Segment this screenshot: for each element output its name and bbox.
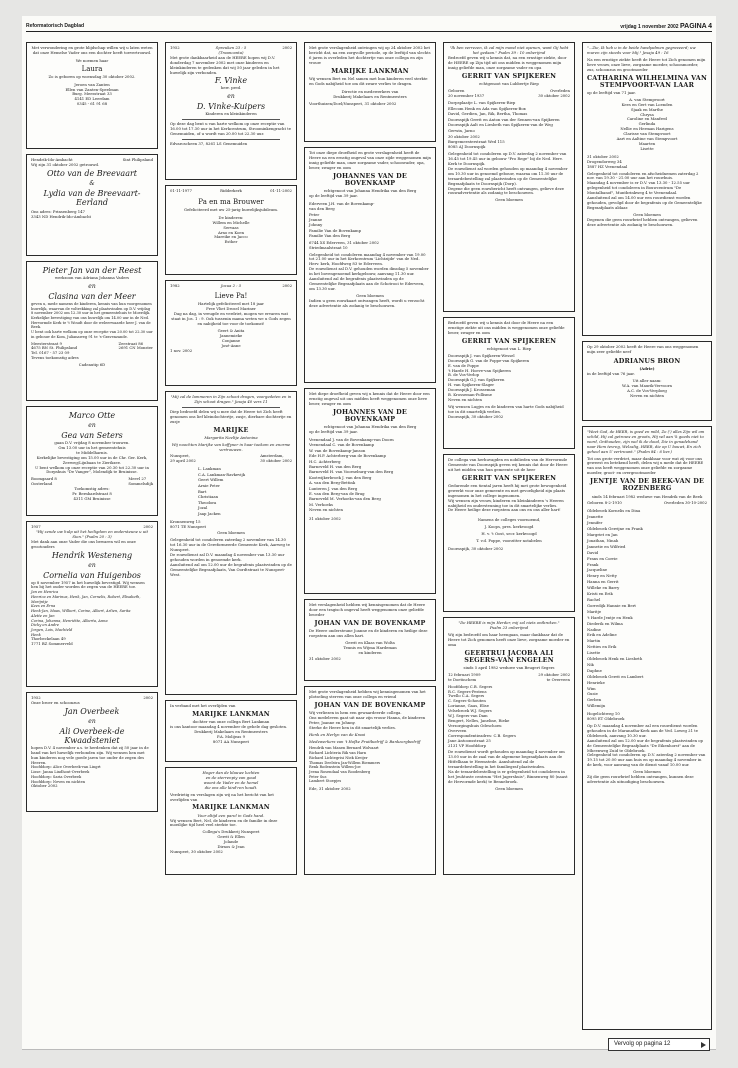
ad-address: 30 oktober 2002 Burgemeesterstraat Wed 115 8085 AJ Doornspijk [448, 134, 505, 150]
ad-names: Hendrik van Manen Bernard Wolvaart Richard Lichteria Rik van Harn Richard Lichtegrisi Niek Kreijer Thomas Deelstra Jan-Willem Riemmers Renk Rodenstein Willem-Joe Jeena Rosendaal van Roodenberg Peter Sus Lambert Stoepjes [309, 746, 381, 784]
ad-name: Hendrik Westeneng [51, 550, 133, 560]
newspaper-page [22, 16, 716, 1050]
ad-date: Doornspijk, 30 oktober 2002 [448, 413, 504, 419]
ad-role: herr. pred. [220, 85, 242, 91]
ad-company: Drukkerij Makelaars en Rentmeesters P.A. Molijeas 9 8071 AA Nunspeet [194, 728, 268, 744]
ad-text: Verdrietig en verslagen zijn wij na het bericht van het overlijden van [170, 791, 274, 802]
ad-name: Clasina van der Meer [48, 291, 136, 301]
ad-name: MARIJKE LANKMAN [331, 66, 409, 75]
ad-family: De kinderen: Willem en Michelle Servaas Arno en Koen Mareike en Jacco Esther [212, 214, 250, 245]
ad-text: Tot ons grote verdriet, maar dankbaar voor wat zij voor ons geweest en betekend heeft, delen wij u mede dat de HEERE van ons heeft weggenomen onze geliefde en zorgzame moeder, groot- en overgrootmoeder [587, 455, 704, 476]
ad-address: Thorbeckelaan 49 1771 BZ Sommerveld [31, 636, 73, 647]
ad-subtitle: echtgenoot van Johanna Hendrika van den Berg [323, 424, 417, 430]
ad-death-johan-church [304, 599, 436, 681]
ad-anniversary-jan [26, 692, 158, 812]
ad-and: & [89, 179, 95, 187]
ad-address: Toekomstig adres: Pr. Bernhardstraat 8 4311 GM Bruinisse [72, 486, 112, 501]
ad-text: Met diepe droefheid geven wij u kennis dat de Heere door een ernstig ongeval uit ons midden heeft weggenomen onze lieve broer, zwager en oom [309, 391, 430, 406]
ad-subtitle: sinds 5 april 1982 weduwe van Beugert Segers [463, 664, 555, 670]
ad-verse: "De HEERE is mijn Herder, mij zal niets ontbreken." Psalm 23 onberijmd [458, 620, 560, 630]
ad-address: Kronnenweg 15 8071 TE Nunspeet [170, 518, 206, 529]
ad-text: op 8 november 1957 in het huwelijk bevestigd. Wij wensen hen bij het ouder worden de zegen van de HEERE toe. [31, 579, 145, 590]
ad-name: ADRIANUS BRON [613, 356, 681, 365]
ad-name: F. Vinke [214, 76, 248, 86]
ad-text: Zo is geboren op woensdag 30 oktober 2002. [48, 73, 136, 79]
ad-death-johannes-relatives [304, 388, 436, 594]
ad-and: en [88, 282, 96, 290]
ad-name: D. Vinke-Kuipers [196, 102, 266, 112]
ad-and: en [88, 422, 96, 429]
ad-family: Namens de colleges voornoemd, J. Koops, pres. kerkvoogd H. v. 't Oost, secr. kerkvoogd T. v.d. Poppe, voorzitter notabelen [476, 517, 542, 544]
ad-name: GEERTRUI JACOBA ALI SEGERS-VAN ENGELEN [464, 648, 554, 664]
ad-name: MARIJKE [213, 425, 249, 434]
ad-and: en [88, 717, 96, 725]
ad-name: CATHARINA WILHELMINA VAN STEMPVOORT-VAN LAAR [587, 73, 707, 89]
newspaper-name: Reformatorisch Dagblad [26, 23, 85, 29]
ad-date: Doornspijk, 30 oktober 2002 [448, 546, 504, 552]
ad-dates: Geboren 8-2-1910 Overleden 30-10-2002 [587, 500, 707, 506]
ad-date: 31 oktober 2002 [309, 656, 341, 662]
ad-family: A. van Stempvoort Kees en Gert van Loenden Sjaak en Marthe Chrysa Caroline en Manfred Gerlinda Nellie en Herman Harigens Clarisse van Stempvoort Aart en Aaltine van Stempvoort Maarten Lisette [616, 96, 678, 151]
ad-and: en [88, 561, 96, 569]
ad-places: Hendrik-Ido-Ambacht Sint Philipsland [31, 157, 153, 162]
ad-dates: 12 februari 1909 te Doetinchem 29 oktober 2002 te Overveen [448, 671, 570, 682]
ad-no-flowers: Geen bloemen [495, 785, 523, 791]
ad-death-geertrui [443, 617, 575, 875]
ad-text: De collega van herhuvagden en nobilieden van de Hervormde Gemeente van Doornspijk geven wij kennis dat door de Heere uit het midden van hun gemeente uit de heer [448, 457, 568, 472]
ad-text: Op D.V. maandag 4 november zal een rouwdienst worden gehouden in de Maranatha-Kerk aan de Ved. Loweg 21 te Oldebroek, aanvang 10.30 uur. Aansluitend zal om 12.00 uur de begrafenis plaatsvinden op de Gemeentelijke Begraafplaats "De Eikenhorst" aan de Mheenweg Zuid te Oldebroek. Gelegenheid tot condoleren op D.V. zaterdag 2 november van 19.15 tot 20.00 uur aan huis en op maandag 4 november in de kerk, voor aanvang van de dienst vanaf 10.00 uur. [587, 723, 706, 768]
ad-title: Lieve Pa! [214, 291, 248, 300]
ad-text: Gedurende een tiental jaren heeft hij met grote bewogenheid gewerkt voor onze gemeente en met gevoeligheid zijn plaats ingenomen in het college ingenomen. Wij wensen zijn vrouw, kinderen en kleinkinderen 's Heeren nabijheid en ondersteuning toe in dit smartelijke verlies. De Heere heilige deze roepstem aan ons en ons aller hart! [448, 482, 567, 513]
ad-subtitle: Voor altijd een parel in Gods hand. [197, 812, 265, 818]
ad-name: Marco Otte [68, 411, 116, 420]
ad-parents: Jeroen van Zanten Ellen van Zanten-Speelman Burg. Meesstraat 33 4141 ED Leerdam 0345 - 61 91 68 [65, 81, 119, 107]
ad-text: Met grote dankbaarheid aan de HEERE hopen wij D.V. donderdag 7 november 2002 met onze kinderen en kleinkinderen te gedenken dat wij 50 jaar geleden in het huwelijk zijn verbonden. [170, 54, 280, 75]
ad-text: Zij die geen rouwbrief hebben ontvangen, kunnen deze advertentie als uitnodiging beschouwen. [587, 774, 694, 784]
ad-family: Hoofddorp: Alice Overbeek-van Lingrt Lisse: Janna Lindhout-Overbeek Hoofddorp: Saria Overbeek Hoofddorp: Neven en nichten [31, 765, 101, 784]
ad-text: Gefeliciteerd met uw 25-jarig huwelijksjubileum. [183, 206, 279, 212]
ad-family: Hoofddorp C.B. Segers R.C. Segers-Pestens Twello C.A. Segers C. Segers-Schouten Lorianne, Gaas, Elise Velsebroek W.J. Segers W.J. Segers-van Dam Bengert, Nelles, Janeline, Rieke Verzorgingshuis Odeschoeu Overveen Correspondentieadres: C.B. Segers Jane Antoonsstraat 25 2131 VP Hoofddorp [448, 683, 516, 748]
ad-text: Met verslagenheid hebben wij kennisgenomen dat de Heere door een tragisch ongeval heeft weggenomen onze geliefde broeder [309, 602, 426, 617]
ad-text: Tot onze diepe droefheid en grote verslagenheid heeft de Heere na een ernstig ongeval van onze zijde weggenomen mijn innig geliefde man, onze zorgzame vader, schoonvader, opa, broer, zwager en oom [309, 150, 432, 170]
ad-anniversary-vinke [165, 42, 297, 180]
ad-death-gerrit-siblings [443, 317, 575, 449]
ad-name: JOHANNES VAN DE BOVENKAMP [333, 171, 407, 187]
ad-text: Met grote verslagenheid hebben wij kennisgenomen van het plotseling sterven van onze collega en vriend [309, 689, 426, 699]
page-date: vrijdag 1 november 2002 PAGINA 4 [620, 23, 712, 30]
ad-text: Wij zijn bedroefd om haar heengaan, maar dankbaar dat de Heere tot Zich genomen heeft onze lieve, zorgzame moeder en oma [448, 631, 570, 647]
ad-death-marijke-colleagues [165, 767, 297, 875]
ad-subtitle: sinds 14 februari 1982 weduwe van Hendrik van de Beek [591, 493, 703, 499]
ad-subtitle: echtgenoot van Johanna Hendrika van den Berg [323, 188, 417, 194]
ad-no-flowers: Geen bloemen [356, 292, 384, 298]
ad-staff: Medewerkers van 't Hofke Fruitbedrijf & Bankzorgbedrijf [309, 738, 421, 744]
ad-text: Onze broer en schoonzus [31, 699, 80, 705]
ad-text: Wij wensen Lugjes en de kinderen van harte Gods nabijheid toe in dit smartelijk verlies. [448, 403, 564, 414]
ad-date: Oktober 2002 [31, 783, 58, 789]
ad-age: op de leeftijd van 39 jaar. [309, 192, 358, 198]
ad-no-flowers: Geen bloemen [633, 769, 661, 775]
ad-addresses: Boomgaard 8 Oosterland Meevl 27 Sommelsdijk [31, 476, 153, 487]
ad-date: Nunspeet, 30 oktober 2002 [170, 848, 223, 854]
ad-death-marijke-directie [304, 42, 436, 142]
ad-address: 31 oktober 2002 Drogendorweg 34 1887 HZ Veenendaal [587, 153, 628, 169]
ad-death-catharina [582, 42, 712, 336]
ad-family: Kinderen en kleinkinderen [205, 111, 257, 117]
ad-text: Met grote verslagenheid ontvingen wij op 24 oktober 2002 het bericht dat, na een zorgvolle periode, op de leeftijd van slechts 6 jaren is overleden het dochtertje van onze collega en zijn vrouw [309, 45, 431, 65]
ad-text: Bedroefd geven wij u kennis dat, na een ernstige ziekte, door de HEERE op Zijn tijd uit ons midden is weggenomen mijn innig geliefde man, onze zorgzame vader en opa [448, 54, 567, 70]
ad-death-adrianus [582, 341, 712, 421]
ad-title: Pa en ma Brouwer [198, 197, 264, 206]
ad-text: Indien u geen rouwkaart ontvangen heeft, wordt u verzocht deze advertentie als zodanig te beschouwen. [309, 297, 425, 308]
ad-subtitle: echtgenoot van L. Riep [486, 345, 532, 351]
ad-date: 1 nov. 2002 [170, 348, 193, 354]
ad-text: Dag na dag, in vreugde en verdriet, mogen we ervaren wat staat in Jos. 1 : 9. Ook tussenin mama weten we u Gods zegen en nabijheid toe voor de toekomst! [171, 310, 291, 326]
ad-text: Op deze dag bent u van harte welkom op onze receptie van 16.00 tot 17.30 uur in het Kerkcentrum, Stroominkengracht te Genemuiden, of u wordt van 20.00 tot 22.30 uur. [170, 121, 291, 137]
ad-subtitle: echtgenoot van Lubbertje Riep [479, 80, 539, 86]
ad-address: Ons adres: Prinsenberg 147 3343 ND Hendrik-Ido-Ambacht [31, 208, 92, 219]
ad-name: JOHANNES VAN DE BOVENKAMP [333, 407, 407, 423]
ad-family: Ederveen J.H. van de Bovenkamp- van den Berg Peter Jeanne Johnny Familie Van de Bovenkamp Familie Van den Berg [309, 200, 375, 239]
ad-name: MARIJKE LANKMAN [192, 803, 270, 812]
ad-years: 1952 Spreuken 23 : 5 (Traancanta) 2002 [170, 45, 292, 55]
ad-family: Oldebroek Kornelis en Dina Jeanette Jennifer Oldebroek Gerrijne en Frank Margriet en Jan Jonathan, Ninah Jannetie en Wilfried David Frans en Corrie Frank Jacqueline Henry en Netty Hanna en Gerrit Willeke en Barry Kristi en Erik Rachel Gorredijk Hannie en Bert Maritje 't Harde Jentje en Henk Diederik en Wilma Nadine Erik en Adeline Martin Netties en Erik Lisette Oldebroek Henk en Liesbeth Nik Daphne Oldebroek Gerrit en Lambert Henrieke Wim Gusie Gerben Willemijn [587, 508, 644, 709]
ad-subtitle: dochter van onze collega Bert Lankman [192, 719, 270, 725]
ad-text: is ons kantoor maandag 4 november de gehele dag gesloten. [170, 724, 288, 730]
ad-years: 1982 Jozua 2 : 5 2002 [170, 283, 292, 288]
ad-death-johan-colleagues [304, 686, 436, 875]
ad-text: In verband met het overlijden van [170, 703, 236, 708]
ad-name: GERRIT VAN SPIJKEREN [461, 336, 557, 345]
ad-age: op de leeftijd van 71 jaar. [587, 89, 636, 95]
ad-death-gerrit-family [443, 42, 575, 312]
ad-birthday-pa [165, 280, 297, 386]
ad-family: Veenendaal J. van de Bovenkamp-van Doorn Veenendaal C. van de Bovenkamp W. van de Bovenkamp-Janson Ede H.P. Achterberg-van de Bovenkamp H.C. Achterberg Barneveld H. van den Berg Barneveld H. van Voorneburg-van den Berg Kootwijkerbroek J. van den Berg A. van den Berg-Bettink Lunteren J. van den Berg E. van den Berg-van de Brug Barneveld M. Verhoeks-van den Berg M. Verhoeks Neven en nichten [309, 436, 394, 513]
ad-family: Dorpsplaatje L. van Spijkeren-Riep Ellecom Henk en Ada van Spijkeren-Box David, Gerdien, Jan, Rik, Bertha, Thomas Doornspijk Gerrit en Anton van der Sennen-van Spijkeren Doornspijk Aalt en Liesbeth van Spijkeren-van de Weg Gerwin, Jarno [448, 100, 560, 133]
ad-death-johannes-family [304, 147, 436, 383]
ad-no-flowers: Geen bloemen [633, 211, 661, 217]
ad-subtitle: Margarita Neeltje Antonina [204, 434, 258, 440]
ad-birth-laura [26, 42, 158, 149]
ad-name: Otto van de Breevaart [47, 168, 137, 178]
ad-name: JOHAN VAN DE BOVENKAMP [314, 700, 426, 709]
ad-family: L. Lankman C.A. Lankman-Ravkevijk Geert Willem Arnie Peter Bart Christiaan Theodora Jozal Jaap Jacken [198, 466, 245, 517]
ad-text: Gelegenheid tot condoleren en afscheidnemen zaterdag 2 nov. van 19.30 - 21.00 uur aan het rouwhuis. Maandag 4 november is er D.V. van 13.30 - 12.55 uur gelegenheid tot condoleren in Bouwcentrum "De Montalbanof", Muntbrinkweg 4 te Veenendaal. Aansluitend zal om 14.00 uur een rouwdienst worden gehouden, gevolgd door de begrafenis op de Gemeentelijke Begraafplaats aldaar. [587, 170, 702, 210]
ad-family: Gerrit en Klaas van Wolta Teunis en Wijma Hardeman en kinderen [343, 639, 397, 655]
ad-name: GERRIT VAN SPIJKEREN [461, 71, 557, 80]
ad-text: De Heere ondersteune Joanne en de kinderen en heilige deze roepstem aan ons allen hart. [309, 627, 428, 638]
ad-subtitle: (Adrie) [639, 366, 655, 372]
ad-addresses: Meesterstraat 9 4675 BN St. Philipsland Tel. 0167 - 57 23 09 Tevens toekomstig adres Zeestraat 86 2691 CN Monster [31, 340, 153, 361]
ad-wedding-marco [26, 406, 158, 516]
ad-places: Nunspeet, 29 april 2002 Amsterdam, 30 oktober 2002 [170, 453, 292, 464]
ad-text: Gelegenheid tot condoleren zaterdag 2 november van 14.30 tot 16.30 uur in de Gereformeerde Gemeente Kerk, Aarweg te Nunspeet. De rouwdienst zal D.V. maandag 4 november van 13.30 uur gehouden worden in genoemde kerk. Aansluitend zal om 12.00 uur de begrafenis plaatsvinden op de Gemeentelijke Begraafplaats, Van Oordtstraat te Nunspeet-West. [170, 537, 292, 577]
continued-on-page-link[interactable]: Vervolg op pagina 12 [608, 1038, 710, 1051]
ad-years: 1952 2002 [31, 695, 153, 700]
ad-text: Na een ernstige ziekte heeft de Heere tot Zich genomen mijn lieve vrouw, onze lieve, zorgzame moeder, schoonmoeder, zus, schoonzus en grootmoeder [587, 56, 706, 72]
ad-name: Ali Overbeek-de Kwaadsteniet [59, 726, 125, 745]
ad-text: We noemen haar [75, 57, 109, 63]
ad-jubilee-brouwer [165, 185, 297, 275]
ad-dates: 01-11-1977 Ridderkerk 01-11-2002 [170, 188, 292, 193]
ad-family: Uit aller naam: W.A. van Maurik-Vervoorn A.C. de Vos-Verploeg Neven en nichten [622, 377, 672, 398]
ad-text: geven u, mede namens de kinderen, kennis van hun voorgenomen huwelijk, waarvan de voltrekking zal plaatsvinden op D.V. vrijdag 8 november 2002 om 12.30 uur in het gemeentehuis te Moerdijk. Kerkelijke bevestiging van ons huwelijk om 14.00 uur in de Ned. Hervormde Kerk te 't Woudt door de weleerwaarde heer J. van de Beek. U bent ook harte welkom op onze receptie van 20.00 tot 22.30 uur in gebouw de Kom, Julianaweg 91 te 's-Gravenzande. [31, 301, 153, 339]
ad-and: en [227, 93, 235, 101]
ad-death-jentje [582, 426, 712, 1030]
ad-name: Gea van Seters [61, 431, 123, 440]
ad-date: Voorthuizen/Doel/Nunspeet, 31 oktober 2002 [309, 101, 397, 107]
ad-text: Wij wensen Bert en Nel samen met hun kinderen veel sterkte en Gods nabijheid toe om dit zware verlies te dragen. [309, 75, 428, 86]
ad-text: Wij zijn 31 oktober 2002 getrouwd. [31, 161, 100, 167]
ad-death-marijke-company [165, 700, 297, 762]
ad-name: JENTJE VAN DE BEEK-VAN DE ROZENBERG [589, 477, 705, 493]
ad-verse: "...Zie, Ik heb u in de beide handpalmen gegraveerd; uw muren zijn steeds voor Mij." Jesaja 49 : 16 [587, 45, 696, 55]
ad-text: Wij wensen Bert, Nel, de kinderen en de familie in deze moeilijke tijd heel veel sterkte toe. [170, 817, 278, 828]
ad-family: Doornspijk J. van Spijkeren-Wessel Doornspijk G. van de Poppe-van Spijkeren E. van de Poppe 't Harde H. Hoeve-van Spijkeren B. de Vos-Verlop Doornspijk G.J. van Spijkeren H. van Spijkeren-Slager Doornspijk J. Krosseman B. Krosseman-Pollisme Neven en nichten [448, 352, 530, 402]
ad-text: Met verwondering en grote blijdschap willen wij u laten weten dat onze Hemelse Vader ons een dochter heeft toevertrouwd. [31, 45, 153, 55]
ad-death-marijke-family [165, 391, 297, 695]
ad-text: Hartelijk gefeliciteerd met 18 jaar Free Vliet Drosel Mariner [198, 300, 264, 311]
ad-text: hopen D.V. 4 november a.s. te herdenken dat zij 50 jaar in de band van het huwelijk verbonden zijn. Wij wensen hen met hun kinderen nog vele goede jaren toe onder de zegen des Heeren. [31, 744, 149, 765]
ad-family: Jan en Henrica Henrica en Marinus, Henk, Jan, Cornelis, Robert, Elisabeth, Marijntje Kees en Erna Henk-Jan, Maas, Wilbert, Corine, Albert, Arlien, Sarita Alette en Jan Corina, Johanna, Henriëtte, Alberta, Anna Dicky en Andre Jorgen, Lois, Machteld Henk [31, 590, 141, 637]
ad-text: Diep bedroefd delen wij u mee dat de Heere tot Zich heeft genomen ons lief kleindochtertje, zusje, dierbare dochtertje en zusje [170, 408, 292, 424]
ad-name: Cornelia van Huigenbos [43, 570, 141, 580]
ad-verse: Hoger dan de blauwe luchten en de sterrenpiy van goud woont de Vader en de hemel die ons alle kind'ren houdt. [202, 770, 260, 790]
ad-text: Bedroefd geven wij u kennis dat door de Heere na een ernstige ziekte uit ons midden is weggenomen onze geliefde broer, zwager en oom [448, 320, 565, 335]
ad-text: De rouwdienst wordt gehouden op maandag 4 november om 13.00 uur in de zaal van de algemene begraafplaats aan de Hitfelliaan te Heemstede. Aansluitend zal de teraardebestelling in het familiegraf plaatsvinden. Na de teraardebestelling is er gelegenheid tot condoleren in het Jeuhtuste centrum "Het Jagershuis", Binnenweg 80 (naast de Hervormde kerk) te Bennebroek. [448, 749, 568, 784]
ad-verse: "Hij zende uw hulp uit het heiligdom en ondersteune u uit Sion." (Psalm 20 : 3) [35, 528, 148, 539]
ad-family: Geert & Anita Jannemieke Conjanne José-Anne [217, 328, 245, 349]
ad-address: Edvaroscheen 37, 8261 LS Genemuiden [170, 140, 248, 146]
ad-family: Henk en Herlyn van de Kraai [309, 731, 366, 737]
ad-text: werkzoon van Adriana Johanna Vaders [54, 275, 130, 280]
ad-no-flowers: Geen bloemen [217, 530, 245, 536]
ad-anniversary-hendrik [26, 521, 158, 687]
ad-family: Collega's Drukkerij Nunspeet Gerrit & Ellen Jolande Dirnos & Jean [202, 829, 260, 850]
ad-company: Directie en medewerkers van Drukkerij Makelaars en Rentmeesters [333, 88, 407, 99]
ad-verse: "Ik ben verrezen, ik zal mijn mond niet openen, want Gij hebt het gedaan." Psalm 39 : 10 onberijmd [449, 45, 569, 55]
ad-name: MARIJKE LANKMAN [192, 709, 270, 718]
ad-wedding-otto [26, 154, 158, 256]
ad-date: 31 oktober 2002 [309, 515, 341, 521]
ad-text: Wij noochten Marijke van koffyner in haar toekom en enorme vertrouwen. [171, 441, 291, 452]
ad-text: Degenen die geen rouwbrief hebben ontvangen, gelieven deze advertentie als zodanig te beschouwen. [587, 216, 698, 227]
ad-address: 6744 XS Ederveen, 31 oktober 2002 Striedmaalstraat 10 [309, 239, 379, 250]
ad-name: Jan Overbeek [64, 706, 120, 716]
ad-verse: "Mij zal de lammeren in Zijn schoot dragen, voorgedeten en in Zijn schoot dragen." Jesaja 40 vers 11 [170, 394, 292, 404]
ad-age: in de leeftijd van 76 jaar. [587, 370, 635, 376]
ad-death-gerrit-church [443, 454, 575, 612]
ad-name: Pieter Jan van der Reest [42, 266, 142, 275]
ad-text: Op 29 oktober 2002 heeft de Heere van ons weggenomen mijn zeer geliefde neef [587, 344, 699, 354]
ad-no-flowers: Geen bloemen [495, 197, 523, 203]
ad-gift-tip: Cadeautip 6D [78, 362, 106, 368]
ad-age: op de leeftijd van 39 jaar. [309, 429, 358, 435]
ad-years: 1957 2002 [31, 524, 153, 529]
ad-verse: "Weet God, de HEER, is goed en mild, Zo (') alles Zijn wil om schild, Hij zal getrouw en groots, Hij wil aan 'k goeds niet to word, Onthouden, zijn wel ik de dood, Die in genadehand naar Hem tevreg, Welzalig, HEER, die op U bouwt, En zich geheel aan U vertrouwt." (Psalm 84 : 6 ber.) [587, 429, 705, 454]
ad-name: GERRIT VAN SPIJKEREN [461, 473, 557, 482]
ad-name: JOHAN VAN DE BOVENKAMP [314, 618, 426, 627]
ad-text: Wij verliezen in hem een gewaardeerde collega. Ons medeleven gaat uit naar zijn vrouw Hanna, de kinderen Peter, Joanne en Johnny. Sterke de Heere hen in dit smartelijk verlies. [309, 710, 426, 730]
ad-text: gaan D.V. vrijdag 8 november trouwen. Om 13.00 uur in het gemeentehuis te Middelharnis. Kerkelijke bevestiging om 15.00 uur in de Chr. Ger. Kerk, Zeeweg/Lijnbaan te Zierikzee. U bent welkom op onze receptie van 20.30 tot 22.30 uur in Dorpshuis "De Vanger", Molendijk te Bruinisse. [35, 440, 149, 475]
ad-dates: Geboren 20 november 1937 Overleden 30 oktober 2002 [448, 87, 570, 98]
ad-name: Laura [81, 64, 103, 73]
ad-text: Gelegenheid tot condoleren maandag 4 november van 19.00 tot 21.00 uur in het Kerkcentrum 'Lichtzijde' van de Ned. Herv. kerk, Hoofdweg 83 te Ederveen. De rouwdienst zal D.V. gehouden worden dinsdag 5 november in het bovengenoemd kerkgebouw, aanvang 11.30 uur. Aansluitend zal de begrafenis plaatsvinden op de Gemeentelijke Begraafplaats aan de Schotrooi te Ederveen, om 13.30 uur. [309, 251, 429, 291]
ad-date: Ede, 31 oktober 2002 [309, 786, 351, 792]
ad-address: Hogelichtweg 10 8095 ET Oldebroek [587, 711, 625, 722]
ad-text: Met dank aan onze Vader die ons bewaren wil en onze grootouders [31, 538, 136, 549]
page-header [26, 22, 712, 32]
ad-name: Lydia van de Breevaart-Eerland [43, 188, 141, 207]
ad-text: Gelegenheid tot condoleren op D.V. zaterdag 2 november van 16.45 tot 19.45 uur in gebouw "Pro Rege" bij de Ned. Herv. Kerk te Doornspijk. De rouwdienst zal worden gehouden op maandag 4 november om 10.30 uur in genoemd gebouw, waarna om 11.30 uur de teraardebestelling zal plaatsvinden op de Gemeentelijke Begraafplaats te Doornspijk (Dorp). Degene die geen rouwbericht heeft ontvangen, gelieve deze rouwadvertentie als zodanig te beschouwen. [448, 151, 568, 196]
ad-wedding-pieter [26, 261, 158, 401]
